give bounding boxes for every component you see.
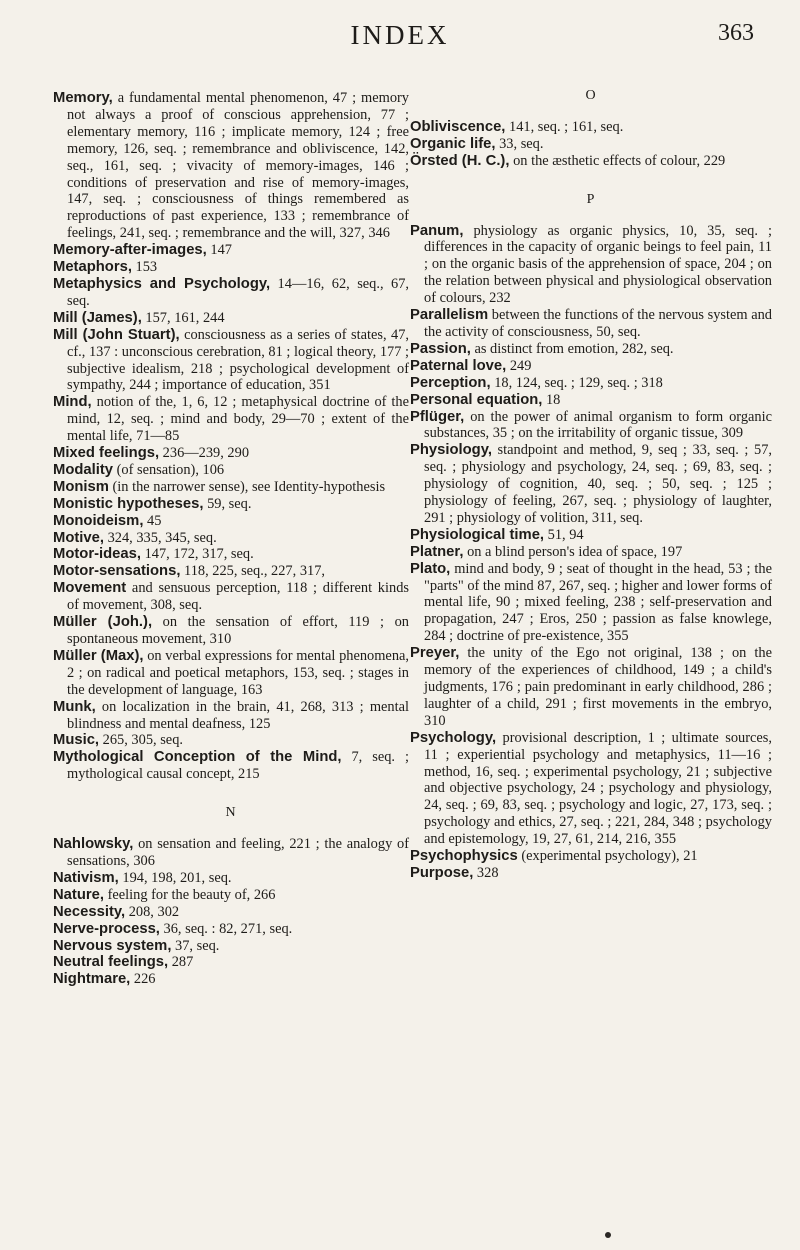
entry-text: feeling for the beauty of, 266 [103,886,276,903]
entry-text: on the sensation of effort, 119 ; on spontaneous movement, 310 [67,614,409,647]
entry-text: as distinct from emotion, 282, seq. [470,340,674,357]
entry-text: on sensation and feeling, 221 ; the analogy of sensations, 306 [67,836,409,869]
index-entry [410,409,772,443]
running-title: INDEX [350,20,450,50]
entry-text: 236—239, 290 [159,445,250,462]
entry-heading: Örsted (H. C.), [410,152,510,169]
entry-heading: Metaphors, [53,259,132,276]
entry-text: 226 [130,971,156,988]
entry-heading: Munk, [53,698,96,715]
section-letter: N [225,805,237,821]
index-entry [53,90,409,242]
entry-heading: Music, [53,732,100,749]
entry-heading: Mill (John Stuart), [53,326,180,343]
entry-text: notion of the, 1, 6, 12 ; metaphysical doctrine of the mind, 12, seq. ; mind and body, 29—70 ; extent of the mental life, 71—85 [67,394,409,445]
index-entry [53,749,409,783]
entry-heading: Platner, [410,543,464,560]
entry-text: (experimental psychology), 21 [517,848,698,865]
index-entry [410,865,772,882]
index-entry [53,496,409,513]
entry-heading: Passion, [410,340,471,357]
index-entry [53,259,409,276]
entry-heading: Motive, [53,529,104,546]
entry-heading: Mixed feelings, [53,445,160,462]
entry-heading: Mind, [53,394,92,411]
index-entry [410,119,772,136]
index-entry [53,530,409,547]
index-entry [53,580,409,614]
index-entry [53,887,409,904]
entry-text: 153 [131,259,158,276]
entry-heading: Memory-after-images, [53,242,207,259]
index-entry [53,836,409,870]
entry-text: standpoint and method, 9, seq ; 33, seq. ; 57, seq. ; physiology and psychology, 24, seq. ; 69, 83, seq. ; physiology of cognition, 40, seq. ; 50, seq. ; 125 ; physiology of feeling, 267, seq. ; physiology of laughter, 291 ; physiology of volition, 311, seq. [424,442,772,526]
index-entry [53,310,409,327]
entry-text: 14—16, 62, seq., 67, seq. [67,275,409,309]
entry-heading: Organic life, [410,135,496,152]
index-entry [410,223,772,308]
entry-heading: Nightmare, [53,971,131,988]
index-entry [410,645,772,730]
entry-text: on localization in the brain, 41, 268, 313 ; mental blindness and mental deafness, 125 [67,698,409,732]
page-header [30,20,770,60]
entry-heading: Monoideism, [53,512,144,529]
index-entry [53,276,409,310]
index-entry [53,870,409,887]
entry-heading: Personal equation, [410,391,543,408]
index-entry [53,921,409,938]
entry-text: 208, 302 [125,903,180,920]
entry-heading: Paternal love, [410,357,507,374]
entry-heading: Müller (Max), [53,647,144,664]
entry-text: 287 [168,954,194,971]
entry-text: 36, seq. : 82, 271, seq. [159,920,293,937]
index-entry [410,730,772,848]
entry-heading: Physiology, [410,442,492,459]
entry-text: physiology as organic physics, 10, 35, seq. ; differences in the capacity of organic beings to feel pain, 11 ; on the organic basis of the apprehension of space, 204 ; on the relation between physical and physiological observation of colours, 232 [424,222,772,307]
index-entry [410,307,772,341]
entry-heading: Motor-sensations, [53,563,181,580]
index-entry [410,544,772,561]
entry-text: a fundamental mental phenomenon, 47 ; memory not always a proof of conscious apprehension, 77 ; elementary memory, 116 ; implicate memory, 124 ; free memory, 126, seq. ; remembrance and obliviscence, 142, seq., 161, seq. ; vivacity of memory-images, 146 ; conditions of preservation and rise of memory-images, 147, seq. ; consciousness of things remembered as reproductions of past experience, 133 ; remembrance of feelings, 241, seq. ; remembrance and the will, 327, 346 [67,90,409,242]
entry-text: and sensuous perception, 118 ; different kinds of movement, 308, seq. [67,580,409,614]
entry-heading: Psychophysics [410,848,518,865]
entry-heading: Obliviscence, [410,118,506,135]
index-entry [53,938,409,955]
index-entry [410,442,772,527]
entry-text: 324, 335, 345, seq. [103,529,217,546]
entry-heading: Preyer, [410,645,460,662]
index-entry [53,648,409,699]
section-letter: O [585,88,597,103]
entry-heading: Mill (James), [53,309,142,326]
entry-heading: Nerve-process, [53,920,160,937]
entry-text: 118, 225, seq., 227, 317, [180,563,326,580]
index-entry [53,327,409,395]
index-entry [53,954,409,971]
entry-text: 265, 305, seq. [99,732,183,749]
entry-heading: Purpose, [410,864,474,881]
index-entry [410,375,772,392]
index-entry [53,699,409,733]
entry-text: 147 [206,242,232,259]
entry-heading: Müller (Joh.), [53,614,153,631]
index-entry [53,445,409,462]
index-entry [53,513,409,530]
entry-heading: Psychology, [410,729,497,746]
index-entry [410,527,772,544]
entry-heading: Perception, [410,374,491,391]
entry-text: (of sensation), 106 [113,461,225,478]
entry-text: (in the narrower sense), see Identity-hypothesis [108,478,386,495]
index-entry [53,462,409,479]
index-column-left [53,90,409,988]
index-entry [53,904,409,921]
index-entry [53,614,409,648]
index-column-right [410,88,772,882]
entry-heading: Monism [53,478,109,495]
entry-text: 147, 172, 317, seq. [140,546,254,563]
entry-heading: Movement [53,580,127,597]
index-entry [53,546,409,563]
entry-heading: Metaphysics and Psychology, [53,275,271,292]
index-entry [410,341,772,358]
entry-text: 328 [473,864,499,881]
entry-text: provisional description, 1 ; ultimate sources, 11 ; experiential psychology and metaphysics, 11—16 ; method, 16, seq. ; experimental psychology, 21 ; subjective and objective psychology, 24 ; psychology and physiology, 24, seq. ; 69, 83, seq. ; psychology and logic, 27, 173, seq. ; psychology and ethics, 27, seq. ; 221, 284, 348 ; psychology and epistemology, 19, 27, 61, 214, 216, 355 [424,729,772,848]
entry-heading: Neutral feelings, [53,954,169,971]
entry-heading: Mythological Conception of the Mind, [53,749,342,766]
entry-text: consciousness as a series of states, 47, cf., 137 : unconscious cerebration, 81 ; logical theory, 177 ; subjective idealism, 218 ; psychological development of sympathy, 244 ; importance of education, 351 [67,326,409,394]
index-entry [410,153,772,170]
index-entry [53,732,409,749]
entry-text: on the power of animal organism to form organic substances, 35 ; on the irritability of organic tissue, 309 [424,408,772,442]
entry-text: 37, seq. [171,937,220,954]
entry-text: 194, 198, 201, seq. [118,869,232,886]
entry-heading: Memory, [53,90,113,106]
entry-text: 59, seq. [203,495,252,512]
section-letter: P [586,191,596,207]
entry-text: 33, seq. [495,135,544,152]
entry-text: between the functions of the nervous system and the activity of consciousness, 50, seq. [424,307,772,340]
entry-heading: Physiological time, [410,526,545,543]
index-entry [410,136,772,153]
entry-heading: Nature, [53,886,104,903]
entry-text: the unity of the Ego not original, 138 ; on the memory of the experiences of childhood, 149 ; a child's judgments, 176 ; pain predominant in early childhood, 286 ; laughter of a child, 291 ; first movements in the embryo, 310 [424,645,772,729]
entry-heading: Nativism, [53,869,119,886]
ink-dot [605,1232,611,1238]
entry-heading: Motor-ideas, [53,546,141,563]
index-entry [410,392,772,409]
index-entry [410,848,772,865]
page-number: 363 [718,20,754,46]
index-entry [410,358,772,375]
entry-text: on the æsthetic effects of colour, 229 [509,152,726,169]
index-entry [53,563,409,580]
entry-heading: Panum, [410,222,464,239]
entry-heading: Monistic hypotheses, [53,495,204,512]
entry-text: on a blind person's idea of space, 197 [463,543,683,560]
entry-heading: Necessity, [53,903,126,920]
entry-text: on verbal expressions for mental phenomena, 2 ; on radical and poetical metaphors, 153, seq. ; stages in the development of language, 163 [67,647,410,698]
entry-heading: Nahlowsky, [53,836,134,853]
entry-text: 45 [143,512,162,529]
entry-heading: Plato, [410,560,451,577]
entry-text: 249 [506,357,532,374]
index-entry [53,479,409,496]
entry-text: mind and body, 9 ; seat of thought in the head, 53 ; the "parts" of the mind 87, 267, seq. ; higher and lower forms of mental life, 90 ; mixed feeling, 238 ; self-preservation and propagation, 247 ; Eros, 250 ; passion as false knowlege, 284 ; doctrine of pre-existence, 355 [424,560,772,645]
entry-text: 18, 124, seq. ; 129, seq. ; 318 [490,374,663,391]
entry-heading: Nervous system, [53,937,172,954]
entry-heading: Modality [53,461,114,478]
entry-text: 7, seq. ; mythological causal concept, 215 [67,749,409,783]
index-entry [53,971,409,988]
entry-heading: Parallelism [410,307,489,324]
index-entry [53,394,409,445]
entry-text: 141, seq. ; 161, seq. [505,118,624,135]
entry-text: 18 [542,391,561,408]
index-entry [53,242,409,259]
entry-text: 157, 161, 244 [141,309,225,326]
entry-heading: Pflüger, [410,408,465,425]
entry-text: 51, 94 [544,526,584,543]
index-entry [410,561,772,646]
